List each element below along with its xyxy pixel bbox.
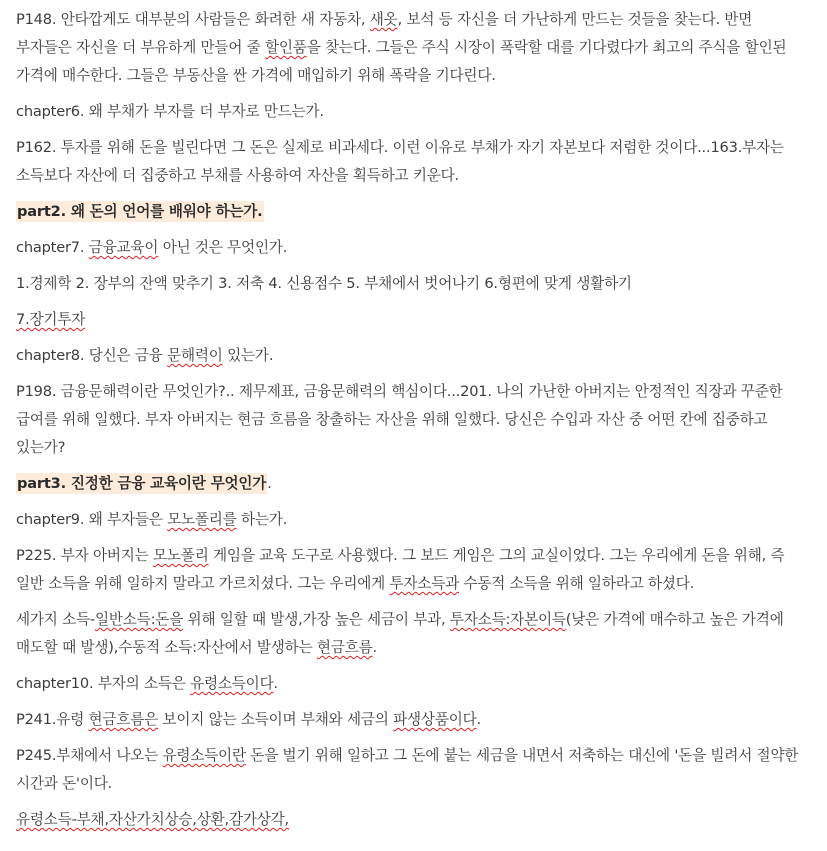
text-segment: 아닌 것은 무엇인가.	[158, 239, 288, 256]
paragraph-p241	[16, 706, 809, 734]
text-segment: chapter10. 부자의 소득은	[16, 675, 191, 692]
text-segment: chapter9. 왜 부자들은	[16, 511, 168, 528]
text-segment: .	[267, 475, 272, 492]
text-segment: 게임을 교육 도구로 사용했다. 그 보드 게임은 그의 교실이었다. 그는 우리에게 돈을 위해, 즉 일반 소득을 위해 일하지 말라고 가르치셨다. 그는 우리에게	[16, 547, 785, 592]
text-segment: 수동적 소득을 위해 일하라고 하셨다.	[459, 575, 695, 592]
text-segment: 세가지 소득-	[16, 611, 95, 628]
text-segment: P162. 투자를 위해 돈을 빌린다면 그 돈은 실제로 비과세다. 이런 이유로 부채가 자기 자본보다 저렴한 것이다...163.부자는 소득보다 자산에 더 집중하고 부채를 사용하여 자산을 획득하고 키운다.	[16, 139, 784, 184]
heading-part2	[16, 198, 809, 226]
spellcheck-flagged-text: 새옷	[369, 11, 398, 28]
text-segment: part3. 진정한 금융 교육이란 무엇인가	[17, 475, 267, 492]
text-segment: 1.경제학 2. 장부의 잔액 맞추기 3. 저축 4. 신용점수 5. 부채에서 벗어나기 6.형편에 맞게 생활하기	[16, 275, 632, 292]
spellcheck-flagged-text: 투자소득:자본이득	[449, 611, 566, 628]
text-segment: P148. 안타깝게도 대부분의 사람들은 화려한 새 자동차,	[16, 11, 370, 28]
paragraph-chapter8	[16, 342, 809, 370]
spellcheck-flagged-text: 일반소득:돈을	[95, 611, 184, 628]
paragraph-not-financial-education-list	[16, 270, 809, 298]
paragraph-p198	[16, 378, 809, 462]
spellcheck-flagged-text: 유령소득이다	[190, 675, 274, 692]
spellcheck-flagged-text: 모노폴리를	[167, 511, 237, 528]
heading-part3	[16, 470, 809, 498]
spellcheck-flagged-text: 투자소득과	[389, 575, 459, 592]
spellcheck-flagged-text: 현금흐름은	[88, 711, 159, 728]
text-segment: .	[476, 711, 481, 728]
text-segment: .	[372, 639, 377, 656]
document-body	[0, 6, 827, 851]
text-segment: chapter6. 왜 부채가 부자를 더 부자로 만드는가.	[16, 103, 324, 120]
paragraph-phantom-income-list	[16, 806, 809, 834]
spellcheck-flagged-text: 금융교육이	[88, 239, 159, 256]
spellcheck-flagged-text: 모노폴리	[153, 547, 209, 564]
spellcheck-flagged-text: 문해력이	[167, 347, 223, 364]
text-segment: (낮은 가격에 매수하고 높은 가격에 매도할 때 발생),수동적 소득:자산에서 발생하는	[16, 611, 784, 656]
spellcheck-flagged-text: 유령소득-부채,자산가치상승,상환,감가상각,	[16, 811, 289, 828]
paragraph-chapter9	[16, 506, 809, 534]
text-segment: 있는가.	[222, 347, 274, 364]
text-segment: chapter8. 당신은 금융	[16, 347, 168, 364]
text-segment: P198. 금융문해력이란 무엇인가?.. 제무제표, 금융문해력의 핵심이다...201. 나의 가난한 아버지는 안정적인 직장과 꾸준한 급여를 위해 일했다. 부자 아버지는 현금 흐름을 창출하는 자산을 위해 일했다. 당신은 수입과 자산 중 어떤 칸에 집중하고 있는가?	[16, 383, 783, 456]
text-segment: 을 찾는다. 그들은 주식 시장이 폭락할 대를 기다렸다가 최고의 주식을 할인된 가격에 매수한다. 그들은 부동산을 싼 가격에 매입하기 위해 폭락을 기다린다.	[16, 39, 787, 84]
spellcheck-flagged-text: 유령소득이란	[162, 747, 246, 764]
text-segment: 위해 일할 때 발생,가장 높은 세금이 부과,	[183, 611, 450, 628]
text-segment: 보이지 않는 소득이며 부채와 세금의	[158, 711, 394, 728]
spellcheck-flagged-text: 현금흐름	[316, 639, 373, 656]
paragraph-chapter10	[16, 670, 809, 698]
text-segment: P225. 부자 아버지는	[16, 547, 153, 564]
paragraph-chapter7	[16, 234, 809, 262]
paragraph-p148	[16, 6, 809, 90]
text-segment: part2. 왜 돈의 언어를 배워야 하는가.	[17, 203, 263, 220]
spellcheck-flagged-text: 파생상품이다	[393, 711, 477, 728]
text-segment: P241.유령	[16, 711, 89, 728]
paragraph-p225	[16, 542, 809, 598]
text-segment: chapter7.	[16, 239, 89, 256]
text-segment: 돈을 벌기 위해 일하고 그 돈에 붙는 세금을 내면서 저축하는 대신에 '돈을 빌려서 절약한 시간과 돈'이다.	[16, 747, 799, 792]
section-heading-text	[16, 473, 267, 494]
section-heading-text	[16, 201, 264, 222]
text-segment: 하는가.	[236, 511, 288, 528]
paragraph-chapter6	[16, 98, 809, 126]
text-segment: , 보석 등 자신을 더 가난하게 만드는 것들을 찾는다. 반면 부자들은 자신을 더 부유하게 만들어 줄	[16, 11, 753, 56]
paragraph-p245	[16, 742, 809, 798]
spellcheck-flagged-text: 7.장기투자	[16, 311, 86, 328]
paragraph-p162	[16, 134, 809, 190]
paragraph-three-incomes	[16, 606, 809, 662]
paragraph-long-term-investing	[16, 306, 809, 334]
spellcheck-flagged-text: 할인품	[265, 39, 307, 56]
text-segment: .	[273, 675, 278, 692]
text-segment: P245.부채에서 나오는	[16, 747, 163, 764]
